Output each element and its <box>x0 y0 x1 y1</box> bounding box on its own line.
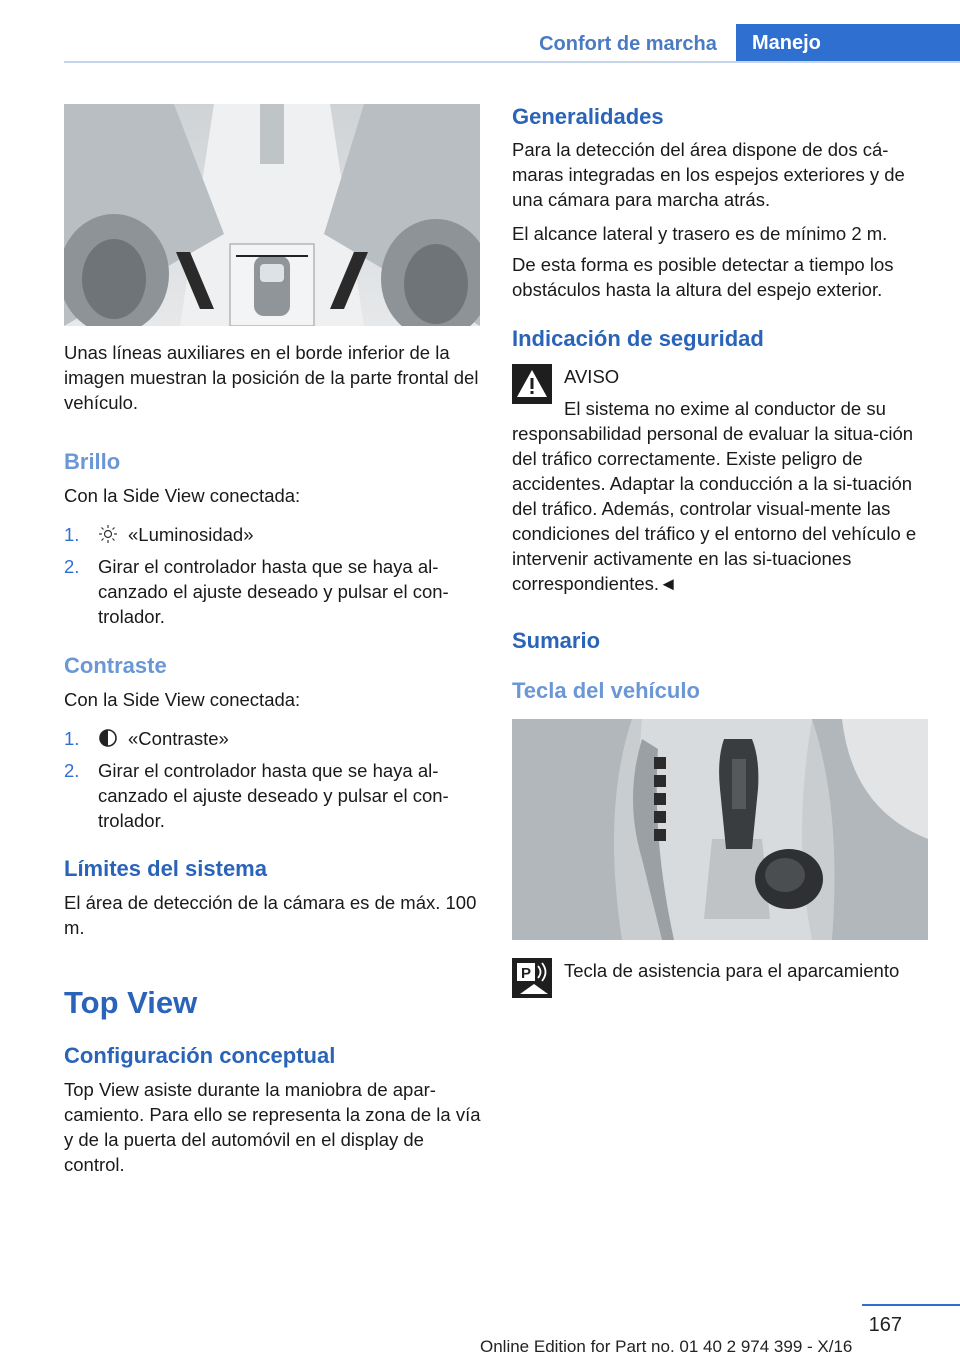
park-assist-caption: Tecla de asistencia para el aparcamiento <box>564 960 900 981</box>
list-item <box>64 522 482 547</box>
brillo-intro: Con la Side View conectada: <box>64 485 301 506</box>
seguridad-heading: Indicación de seguridad <box>512 326 764 351</box>
list-number: 2. <box>64 556 80 577</box>
center-console-figure <box>512 719 928 940</box>
brillo-heading: Brillo <box>64 449 121 474</box>
page-number: 167 <box>868 1314 902 1336</box>
warning-text: El sistema no exime al conductor de su responsabilidad personal de evaluar la situa-ción del tráfico correctamente. Existe peligro de accidentes. Adaptar la conducción a la si-tuación del tráfico. Además, controlar visual-mente las condiciones del tráfico y el entorno del vehículo e intervenir activamente en las si-tuaciones correspondientes.◄ <box>512 398 917 594</box>
svg-text:P: P <box>520 965 532 982</box>
top-view-title: Top View <box>64 985 198 1020</box>
generalidades-p1: Para la detección del área dispone de dos cá-maras integradas en los espejos exteriores y de una cámara para marcha atrás. <box>512 139 905 210</box>
list-number: 2. <box>64 760 80 781</box>
contraste-heading: Contraste <box>64 653 167 678</box>
header-section-title: Confort de marcha <box>539 33 717 55</box>
list-text: Girar el controlador hasta que se haya al-canzado el ajuste deseado y pulsar el con-trolador. <box>98 760 449 831</box>
warning-label: AVISO <box>564 366 620 387</box>
limites-text: El área de detección de la cámara es de máx. 100 m. <box>64 892 477 938</box>
generalidades-p3: De esta forma es posible detectar a tiempo los obstáculos hasta la altura del espejo exterior. <box>512 254 894 300</box>
tecla-heading: Tecla del vehículo <box>512 678 700 703</box>
list-text: «Contraste» <box>128 728 229 749</box>
limites-heading: Límites del sistema <box>64 856 267 881</box>
generalidades-heading: Generalidades <box>512 104 664 129</box>
figure-caption: Unas líneas auxiliares en el borde inferior de la imagen muestran la posición de la parte frontal del vehículo. <box>64 342 479 413</box>
list-text: Girar el controlador hasta que se haya al-canzado el ajuste deseado y pulsar el con-trolador. <box>98 556 449 627</box>
header-divider <box>64 61 960 63</box>
list-text: «Luminosidad» <box>128 524 254 545</box>
warning-text-block <box>512 396 930 596</box>
side-view-camera-figure <box>64 104 480 326</box>
contrast-icon <box>98 726 118 751</box>
contraste-intro: Con la Side View conectada: <box>64 689 301 710</box>
list-item <box>64 758 482 838</box>
generalidades-p2: El alcance lateral y trasero es de mínimo 2 m. <box>512 223 888 244</box>
list-number: 1. <box>64 524 80 545</box>
page-header <box>0 0 960 62</box>
list-item <box>64 726 482 751</box>
edition-text: Online Edition for Part no. 01 40 2 974 399 - X/16 <box>480 1337 853 1356</box>
configuracion-heading: Configuración conceptual <box>64 1043 336 1068</box>
footer-divider <box>862 1304 960 1306</box>
brightness-icon <box>98 522 118 547</box>
topview-text: Top View asiste durante la maniobra de apar-camiento. Para ello se representa la zona de la vía y de la puerta del automóvil en el display de control. <box>64 1079 481 1175</box>
header-chapter-tab: Manejo <box>736 24 960 62</box>
list-item <box>64 554 482 634</box>
park-assist-button-icon <box>512 958 552 998</box>
sumario-heading: Sumario <box>512 628 601 653</box>
list-number: 1. <box>64 728 80 749</box>
